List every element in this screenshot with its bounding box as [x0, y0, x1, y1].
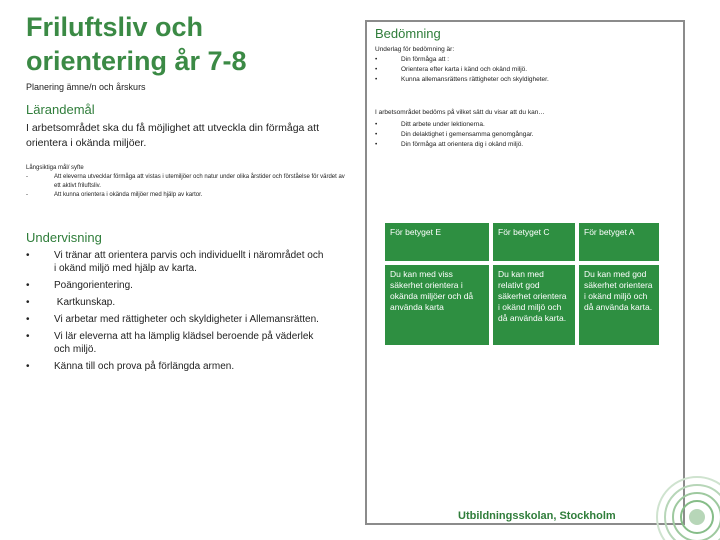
bullet-icon: •: [26, 280, 30, 291]
list-item-text: Kartkunskap.: [54, 297, 116, 308]
larandemal-text: I arbetsområdet ska du få möjlighet att utveckla din förmåga att orientera i okända miljöer.: [26, 122, 319, 149]
bullet-icon: •: [26, 314, 30, 325]
list-item-text: Kunna allemansrättens rättigheter och skyldigheter.: [401, 76, 549, 83]
bullet-icon: •: [26, 361, 30, 372]
list-item-text: Vi lär eleverna att ha lämplig klädsel beroende på väderlek och miljö.: [54, 331, 314, 355]
bedomning-panel: [365, 20, 685, 525]
list-item: [26, 360, 326, 373]
bedomning-heading: Bedömning: [375, 26, 441, 41]
goal-item: [26, 191, 346, 200]
decorative-circles-icon: [655, 475, 720, 540]
list-item-text: Din delaktighet i gemensamma genomgångar.: [401, 131, 534, 138]
list-item-text: Vi tränar att orientera parvis och individuellt i närområdet och i okänd miljö med hjälp av karta.: [54, 250, 324, 274]
list-item: [26, 330, 326, 356]
long-term-goals: [26, 164, 346, 200]
page-title: [26, 10, 326, 78]
bullet-icon: •: [26, 250, 30, 261]
dash-bullet-icon: -: [26, 192, 28, 198]
page-subtitle: Planering ämne/n och årskurs: [26, 82, 146, 92]
page-title-line2: orientering år 7-8: [26, 46, 247, 76]
list-item: [375, 65, 675, 75]
list-item: [375, 130, 675, 140]
larandemal-heading: Lärandemål: [26, 102, 95, 117]
grade-table: [381, 219, 663, 349]
undervisning-list: [26, 249, 326, 377]
list-item-text: Poängorientering.: [54, 280, 133, 291]
list-item: [375, 75, 675, 85]
list-item: [375, 55, 675, 65]
goal-text: Att kunna orientera i okända miljöer med hjälp av kartor.: [54, 192, 203, 198]
list-item-text: Orientera efter karta i känd och okänd miljö.: [401, 66, 528, 73]
list-item: [375, 140, 675, 150]
dash-bullet-icon: -: [26, 174, 28, 180]
list-item-text: Ditt arbete under lektionerna.: [401, 121, 485, 128]
grade-description-row: [385, 265, 659, 345]
list-item: [26, 296, 326, 309]
grade-description-c: Du kan med relativt god säkerhet orientera i okänd miljö och då använda karta.: [493, 265, 575, 345]
bullet-icon: •: [26, 331, 30, 342]
bedomning-intro: Underlag för bedömning är:: [375, 46, 455, 53]
goals-heading: Långsiktiga mål/ syfte: [26, 165, 84, 171]
bullet-icon: •: [375, 76, 378, 83]
bedomning-list: [375, 55, 675, 85]
grade-header-c: För betyget C: [493, 223, 575, 261]
list-item-text: Vi arbetar med rättigheter och skyldigheter i Allemansrätten.: [54, 314, 319, 325]
bedomning-criteria-list: [375, 120, 675, 150]
bedomning-intro2: I arbetsområdet bedöms på vilket sätt du visar att du kan…: [375, 109, 545, 116]
list-item-text: Känna till och prova på förlängda armen.: [54, 361, 235, 372]
list-item-text: Din förmåga att orientera dig i okänd miljö.: [401, 141, 524, 148]
bullet-icon: •: [375, 121, 378, 128]
bullet-icon: •: [375, 131, 378, 138]
list-item-text: Din förmåga att :: [401, 56, 450, 63]
list-item: [26, 279, 326, 292]
bullet-icon: •: [26, 297, 30, 308]
grade-header-a: För betyget A: [579, 223, 659, 261]
page-title-line1: Friluftsliv och: [26, 12, 204, 42]
bullet-icon: •: [375, 66, 378, 73]
grade-description-e: Du kan med viss säkerhet orientera i okända miljöer och då använda karta: [385, 265, 489, 345]
list-item: [26, 313, 326, 326]
undervisning-heading: Undervisning: [26, 230, 102, 245]
bullet-icon: •: [375, 141, 378, 148]
goal-text: Att eleverna utvecklar förmåga att vistas i utemiljöer och natur under olika årstider och förståelse för värdet av ett aktivt friluftsliv.: [54, 174, 345, 189]
bullet-icon: •: [375, 56, 378, 63]
list-item: [26, 249, 326, 275]
school-footer: Utbildningsskolan, Stockholm: [458, 510, 616, 522]
list-item: [375, 120, 675, 130]
grade-header-e: För betyget E: [385, 223, 489, 261]
goal-item: [26, 173, 346, 191]
grade-header-row: [385, 223, 659, 261]
grade-description-a: Du kan med god säkerhet orientera i okänd miljö och då använda karta.: [579, 265, 659, 345]
